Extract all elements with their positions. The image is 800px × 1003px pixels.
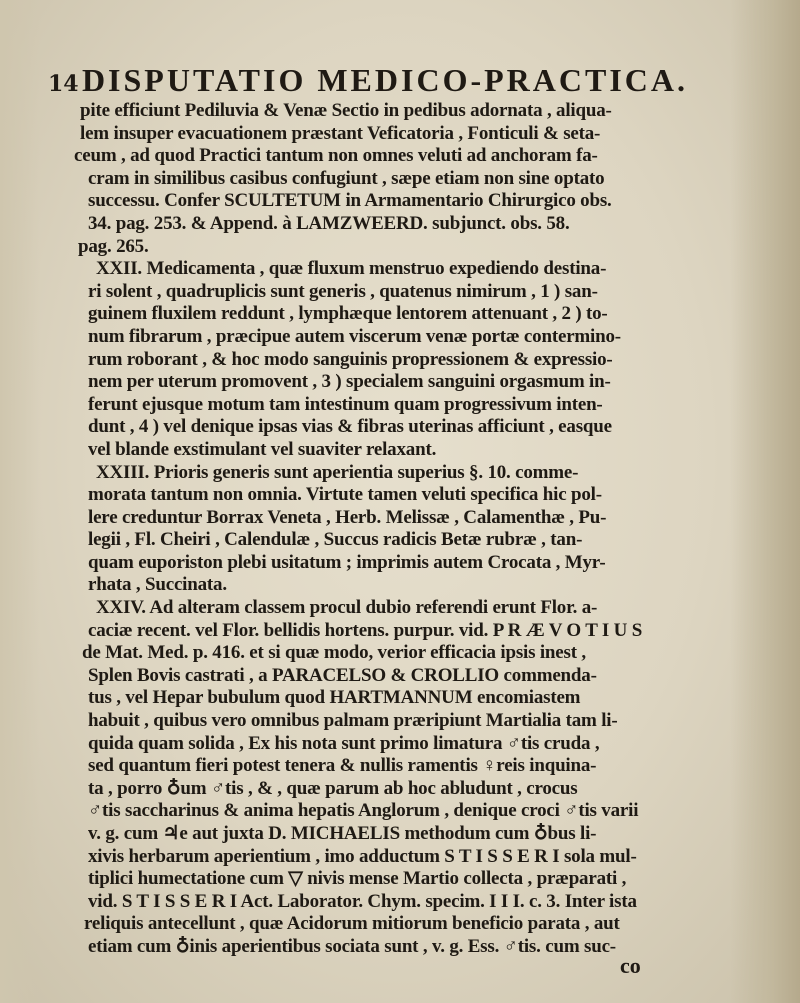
text-line: habuit , quibus vero omnibus palmam præripiunt Martialia tam li-: [88, 710, 618, 732]
body-text: [74, 100, 728, 959]
text-line: reliquis antecellunt , quæ Acidorum mitiorum beneficio parata , aut: [84, 913, 620, 935]
text-line: rhata , Succinata.: [88, 574, 227, 596]
running-title: DISPUTATIO MEDICO-PRACTICA.: [81, 62, 688, 98]
text-line: etiam cum ♁inis aperientibus sociata sunt , v. g. Ess. ♂tis. cum suc-: [88, 935, 616, 957]
text-line: tus , vel Hepar bubulum quod HARTMANNUM encomiastem: [88, 687, 581, 709]
text-line: sed quantum fieri potest tenera & nullis ramentis ♀reis inquina-: [88, 755, 597, 777]
running-header: [48, 62, 688, 102]
text-line: ta , porro ♁um ♂tis , & , quæ parum ab hoc abludunt , crocus: [88, 777, 578, 799]
text-line: num fibrarum , præcipue autem viscerum venæ portæ contermino-: [88, 325, 621, 347]
text-line: vid. S T I S S E R I Act. Laborator. Chym. specim. I I I. c. 3. Inter ista: [88, 890, 637, 912]
text-line: cram in similibus casibus confugiunt , sæpe etiam non sine optato: [88, 167, 605, 189]
page-shadow-right: [730, 0, 800, 1003]
text-line: morata tantum non omnia. Virtute tamen veluti specifica hic pol-: [88, 484, 602, 506]
text-line: XXIII. Prioris generis sunt aperientia superius §. 10. comme-: [96, 461, 579, 483]
text-line: pag. 265.: [78, 235, 149, 257]
text-line: ri solent , quadruplicis sunt generis , quatenus nimirum , 1 ) san-: [88, 280, 598, 302]
text-line: ♂tis saccharinus & anima hepatis Anglorum , denique croci ♂tis varii: [88, 800, 639, 822]
text-line: nem per uterum promovent , 3 ) specialem sanguini orgasmum in-: [88, 371, 611, 393]
text-line: 34. pag. 253. & Append. à LAMZWEERD. subjunct. obs. 58.: [88, 212, 570, 234]
text-line: successu. Confer SCULTETUM in Armamentario Chirurgico obs.: [88, 190, 612, 212]
text-line: ferunt ejusque motum tam intestinum quam progressivum inten-: [88, 393, 603, 415]
text-line: lere creduntur Borrax Veneta , Herb. Melissæ , Calamenthæ , Pu-: [88, 506, 607, 528]
text-line: lem insuper evacuationem præstant Veficatoria , Fonticuli & seta-: [80, 122, 601, 144]
text-line: pite efficiunt Pediluvia & Venæ Sectio in pedibus adornata , aliqua-: [80, 100, 612, 121]
text-line: v. g. cum ♃e aut juxta D. MICHAELIS methodum cum ♁bus li-: [88, 823, 597, 844]
text-line: tiplici humectatione cum ▽ nivis mense Martio collecta , præparati ,: [88, 868, 627, 890]
text-line: guinem fluxilem reddunt , lymphæque lentorem attenuant , 2 ) to-: [88, 303, 608, 325]
text-line: ceum , ad quod Practici tantum non omnes veluti ad anchoram fa-: [74, 145, 598, 167]
text-line: de Mat. Med. p. 416. et si quæ modo, verior efficacia ipsis inest ,: [82, 642, 586, 664]
text-line: XXII. Medicamenta , quæ fluxum menstruo expediendo destina-: [96, 258, 607, 280]
text-line: caciæ recent. vel Flor. bellidis hortens. purpur. vid. P R Æ V O T I U S: [88, 619, 643, 641]
catchword: co: [620, 953, 641, 978]
page-shadow-left: [0, 0, 40, 1003]
text-line: quida quam solida , Ex his nota sunt primo limatura ♂tis cruda ,: [88, 732, 600, 754]
text-line: legii , Fl. Cheiri , Calendulæ , Succus radicis Betæ rubræ , tan-: [88, 529, 583, 551]
text-line: dunt , 4 ) vel denique ipsas vias & fibras uterinas afficiunt , easque: [88, 416, 612, 438]
text-line: XXIV. Ad alteram classem procul dubio referendi erunt Flor. a-: [96, 597, 598, 619]
text-line: quam euporiston plebi usitatum ; imprimis autem Crocata , Myr-: [88, 551, 606, 573]
text-line: rum roborant , & hoc modo sanguinis propressionem & expressio-: [88, 348, 613, 370]
text-line: Splen Bovis castrati , a PARACELSO & CROLLIO commenda-: [88, 664, 597, 686]
text-line: xivis herbarum aperientium , imo adductum S T I S S E R I sola mul-: [88, 845, 637, 867]
page-number: 14: [48, 71, 79, 97]
text-line: vel blande exstimulant vel suaviter relaxant.: [88, 438, 437, 460]
